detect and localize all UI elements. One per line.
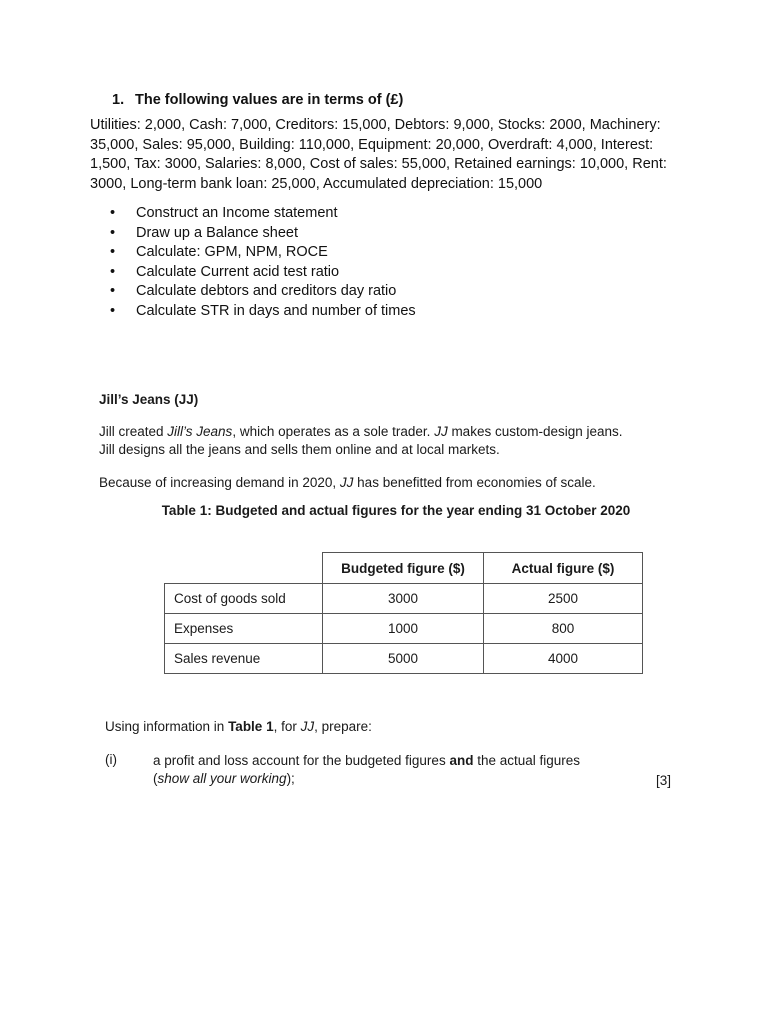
case-paragraph-2 xyxy=(99,474,679,492)
text-italic: JJ xyxy=(339,475,354,490)
bullet-icon: • xyxy=(110,224,116,241)
question-1 xyxy=(90,92,690,321)
question-title-text: The following values are in terms of (£) xyxy=(135,92,404,108)
part-i xyxy=(105,752,675,788)
question-1-values: Utilities: 2,000, Cash: 7,000, Creditors: 15,000, Debtors: 9,000, Stocks: 2000, Machinery: 35,000, Sales: 95,000, Building: 110,000, Equipment: 20,000, Overdraft: 4,000, Interest: 1,500, Tax: 3000, Salaries: 8,000, Cost of sales: 55,000, Retained earnings: 10,000, Rent: 3000, Long-term bank loan: 25,000, Accumulated depreciation: 15,000 xyxy=(90,117,667,192)
text-span: ( xyxy=(153,771,158,786)
text-italic: JJ xyxy=(434,424,448,439)
question-number: 1. xyxy=(112,92,125,108)
text-span: Because of increasing demand in 2020, xyxy=(99,475,340,490)
row-label: Sales revenue xyxy=(165,644,323,674)
text-italic: JJ xyxy=(300,719,315,734)
task-text: Calculate: GPM, NPM, ROCE xyxy=(136,244,328,260)
bullet-icon: • xyxy=(110,205,116,221)
prepare-section xyxy=(105,718,675,788)
task-text: Draw up a Balance sheet xyxy=(136,224,299,241)
task-item xyxy=(110,302,690,322)
table-corner-cell xyxy=(165,553,323,584)
table-header: Budgeted figure ($) xyxy=(323,553,484,584)
task-text: Calculate Current acid test ratio xyxy=(136,263,340,280)
bullet-icon: • xyxy=(110,302,116,319)
row-label: Cost of goods sold xyxy=(165,584,323,614)
task-item xyxy=(110,224,690,244)
row-label: Expenses xyxy=(165,614,323,644)
prepare-intro xyxy=(105,718,675,736)
text-italic: show all your working xyxy=(157,771,287,786)
text-span: ); xyxy=(286,771,295,786)
table-row xyxy=(165,584,643,614)
text-span: makes custom-design jeans. xyxy=(447,424,623,439)
text-span: has benefitted from economies of scale. xyxy=(353,475,596,490)
text-span: Using information in xyxy=(105,719,229,734)
budgeted-cell: 3000 xyxy=(323,584,484,614)
budgeted-cell: 1000 xyxy=(323,614,484,644)
task-list xyxy=(90,204,690,321)
part-text xyxy=(153,752,675,788)
budget-table xyxy=(164,552,643,674)
bullet-icon: • xyxy=(110,283,116,299)
task-item xyxy=(110,204,690,224)
text-span: the actual figures xyxy=(473,753,581,768)
text-bold: Table 1 xyxy=(228,719,274,734)
table-header: Actual figure ($) xyxy=(484,553,643,584)
table-title: Table 1: Budgeted and actual figures for the year ending 31 October 2020 xyxy=(161,503,631,518)
actual-cell: 800 xyxy=(484,614,643,644)
table-row xyxy=(165,644,643,674)
bullet-icon: • xyxy=(110,263,116,280)
actual-cell: 2500 xyxy=(484,584,643,614)
text-span: , for xyxy=(273,719,301,734)
question-1-title xyxy=(112,92,690,108)
text-span: Jill designs all the jeans and sells them online and at local markets. xyxy=(99,442,500,457)
task-item xyxy=(110,263,690,283)
case-title: Jill’s Jeans (JJ) xyxy=(99,392,199,407)
actual-cell: 4000 xyxy=(484,644,643,674)
marks-label: [3] xyxy=(655,773,671,788)
task-text: Calculate STR in days and number of times xyxy=(136,302,416,319)
text-italic: Jill’s Jeans xyxy=(167,424,233,439)
text-bold: and xyxy=(449,753,474,768)
text-span: Jill created xyxy=(99,424,168,439)
text-span: , which operates as a sole trader. xyxy=(232,424,435,439)
task-text: Construct an Income statement xyxy=(136,205,338,221)
case-study xyxy=(99,392,679,666)
table-header-row xyxy=(165,553,643,584)
part-label: (i) xyxy=(105,752,117,767)
task-item xyxy=(110,243,690,263)
text-span: , prepare: xyxy=(314,719,372,734)
task-item xyxy=(110,282,690,302)
case-paragraph-1 xyxy=(99,423,679,459)
budgeted-cell: 5000 xyxy=(323,644,484,674)
bullet-icon: • xyxy=(110,244,116,260)
task-text: Calculate debtors and creditors day ratio xyxy=(136,283,397,299)
text-span: a profit and loss account for the budgeted figures xyxy=(153,753,450,768)
table-row xyxy=(165,614,643,644)
